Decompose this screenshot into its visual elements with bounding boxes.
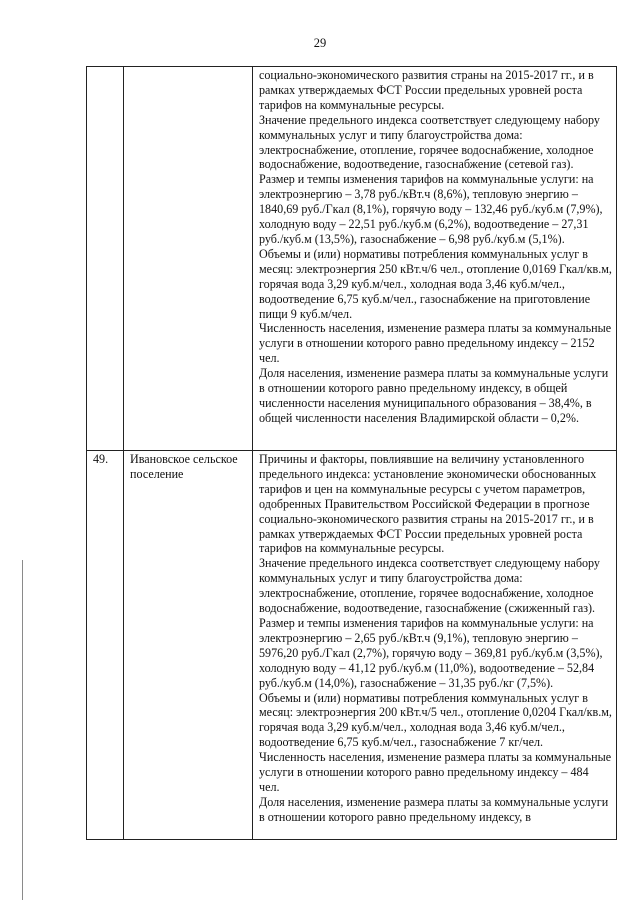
description-paragraph: Значение предельного индекса соответствует следующему набору коммунальных услуг и типу благоустройства дома: электроснабжение, отопление, горячее водоснабжение, холодное водоснабжение, водоотведение, газоснабжение (сжиженный газ). (259, 556, 600, 616)
description-cell (253, 451, 617, 840)
description-paragraph: Доля населения, изменение размера платы за коммунальные услуги в отношении которого равно предельному индексу, в общей численности населения муниципального образования – 38,4%, в общей численности населения Владимирской области – 0,2%. (259, 366, 609, 425)
description-paragraph: Причины и факторы, повлиявшие на величину установленного предельного индекса: установление экономически обоснованных тарифов и цен на коммунальные ресурсы с учетом параметров, одобренных Правительством Российской Федерации в прогнозе социально-экономического развития страны на 2015-2017 гг., и в рамках утверждаемых ФСТ России предельных уровней роста тарифов на коммунальные ресурсы. (259, 452, 597, 556)
description-paragraph: Доля населения, изменение размера платы за коммунальные услуги в отношении которого равно предельному индексу, в (259, 794, 609, 824)
description-paragraph: Численность населения, изменение размера платы за коммунальные услуги в отношении которого равно предельному индексу – 484 чел. (259, 750, 612, 794)
description-paragraph: Объемы и (или) нормативы потребления коммунальных услуг в месяц: электроэнергия 200 кВт.ч/5 чел., отопление 0,0204 Гкал/кв.м, горячая вода 3,29 куб.м/чел., холодная вода 3,46 куб.м/чел., водоотведение 6,75 куб.м/чел., газоснабжение 7 кг/чел. (259, 690, 612, 750)
description-paragraph: Размер и темпы изменения тарифов на коммунальные услуги: на электроэнергию – 2,65 руб./кВт.ч (9,1%), тепловую энергию – 5976,20 руб./Гкал (2,7%), горячую воду – 369,81 руб./куб.м (3,5%), холодную воду – 41,12 руб./куб.м (11,0%), водоотведение – 52,84 руб./куб.м (14,0%), газоснабжение – 31,35 руб./кг (7,5%). (259, 615, 603, 690)
description-cell (253, 67, 617, 451)
description-paragraph: Объемы и (или) нормативы потребления коммунальных услуг в месяц: электроэнергия 250 кВт.ч/6 чел., отопление 0,0169 Гкал/кв.м, горячая вода 3,29 куб.м/чел., холодная вода 3,46 куб.м/чел., водоотведение 6,75 куб.м/чел., газоснабжение на приготовление пищи 9 куб.м/чел. (259, 246, 612, 321)
description-paragraph: Численность населения, изменение размера платы за коммунальные услуги в отношении которого равно предельному индексу – 2152 чел. (259, 321, 612, 366)
scan-edge-line (22, 560, 23, 900)
description-paragraph: Размер и темпы изменения тарифов на коммунальные услуги: на электроэнергию – 3,78 руб./кВт.ч (8,6%), тепловую энергию – 1840,69 руб./Гкал (8,1%), горячую воду – 132,46 руб./куб.м (7,9%), холодную воду – 22,51 руб./куб.м (6,2%), водоотведение – 27,31 руб./куб.м (13,5%), газоснабжение – 6,98 руб./куб.м (5,1%). (259, 172, 603, 246)
tariff-table (86, 66, 617, 840)
page-number: 29 (313, 36, 327, 50)
table-row (87, 67, 617, 451)
municipality-name-cell (124, 67, 253, 451)
municipality-name-cell: Ивановское сельское поселение (124, 451, 253, 840)
row-number-cell: 49. (87, 451, 124, 840)
row-number-cell (87, 67, 124, 451)
description-paragraph: социально-экономического развития страны на 2015-2017 гг., и в рамках утверждаемых ФСТ России предельных уровней роста тарифов на коммунальные ресурсы. (259, 68, 594, 112)
description-paragraph: Значение предельного индекса соответствует следующему набору коммунальных услуг и типу благоустройства дома: электроснабжение, отопление, горячее водоснабжение, холодное водоснабжение, водоотведение, газоснабжение (сетевой газ). (259, 112, 600, 172)
table-row (87, 451, 617, 840)
